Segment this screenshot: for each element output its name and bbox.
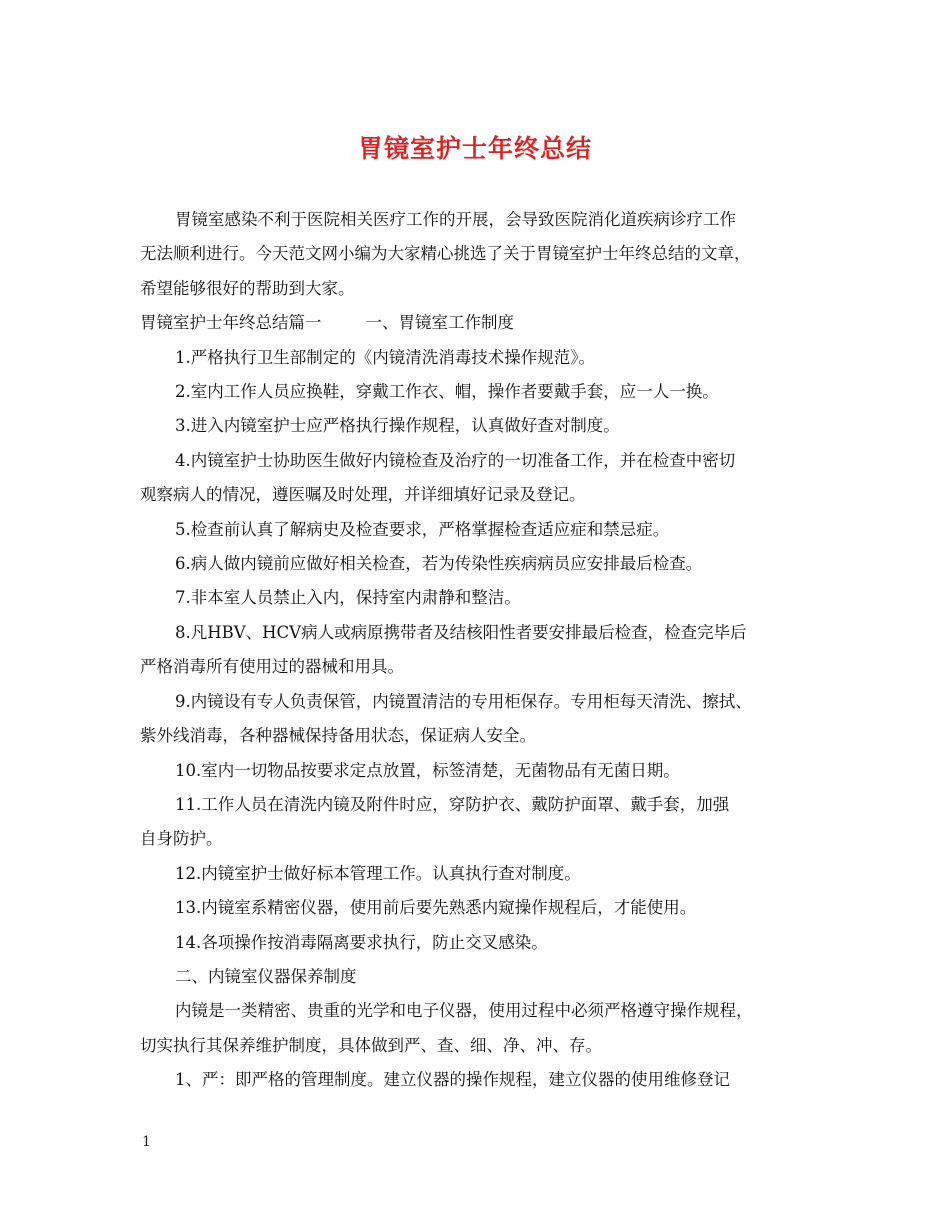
rule-line-continuation: 观察病人的情况，遵医嘱及时处理，并详细填好记录及登记。 [140,485,586,505]
section-subtitle: 一、胃镜室工作制度 [365,313,514,333]
rule-line: 3.进入内镜室护士应严格执行操作规程，认真做好查对制度。 [175,416,620,436]
rule-line: 10.室内一切物品按要求定点放置，标签清楚，无菌物品有无菌日期。 [175,760,680,780]
paragraph-line: 内镜是一类精密、贵重的光学和电子仪器，使用过程中必须严格遵守操作规程， [175,1001,753,1021]
rule-line: 7.非本室人员禁止入内，保持室内肃静和整洁。 [175,588,521,608]
rule-line: 1.严格执行卫生部制定的《内镜清洗消毒技术操作规范》。 [175,347,595,367]
section-heading-two: 二、内镜室仪器保养制度 [175,966,357,986]
rule-line: 13.内镜室系精密仪器，使用前后要先熟悉内窥操作规程后，才能使用。 [175,898,697,918]
document-body [140,203,830,1098]
rule-line: 14.各项操作按消毒隔离要求执行，防止交叉感染。 [175,932,548,952]
rule-line-continuation: 严格消毒所有使用过的器械和用具。 [140,657,404,677]
rule-line: 2.室内工作人员应换鞋，穿戴工作衣、帽，操作者要戴手套，应一人一换。 [175,382,719,402]
intro-line: 无法顺利进行。今天范文网小编为大家精心挑选了关于胃镜室护士年终总结的文章， [140,244,751,264]
intro-line: 胃镜室感染不利于医院相关医疗工作的开展，会导致医院消化道疾病诊疗工作 [175,210,736,229]
paragraph-line-continuation: 切实执行其保养维护制度，具体做到严、查、细、净、冲、存。 [140,1035,602,1055]
section-heading [140,306,830,340]
intro-line: 希望能够很好的帮助到大家。 [140,278,355,298]
rule-line: 8.凡HBV、HCV病人或病原携带者及结核阳性者要安排最后检查，检查完毕后 [175,622,747,642]
rule-line: 9.内镜设有专人负责保管，内镜置清洁的专用柜保存。专用柜每天清洗、擦拭、 [175,691,752,711]
rule-line: 5.检查前认真了解病史及检查要求，严格掌握检查适应症和禁忌症。 [175,519,670,539]
rule-line-continuation: 自身防护。 [140,829,223,849]
rule-line-continuation: 紫外线消毒，各种器械保持备用状态，保证病人安全。 [140,726,536,746]
document-title: 胃镜室护士年终总结 [357,134,592,163]
rule-line: 4.内镜室护士协助医生做好内镜检查及治疗的一切准备工作，并在检查中密切 [175,450,736,470]
rule-line: 6.病人做内镜前应做好相关检查，若为传染性疾病病员应安排最后检查。 [175,554,703,574]
rule-line: 12.内镜室护士做好标本管理工作。认真执行查对制度。 [175,863,581,883]
paragraph-line: 1、严：即严格的管理制度。建立仪器的操作规程，建立仪器的使用维修登记 [175,1070,730,1090]
rule-line: 11.工作人员在清洗内镜及附件时应，穿防护衣、戴防护面罩、戴手套，加强 [175,794,730,814]
page-number: 1 [142,1134,151,1150]
section-part-label: 胃镜室护士年终总结篇一 [140,313,322,333]
